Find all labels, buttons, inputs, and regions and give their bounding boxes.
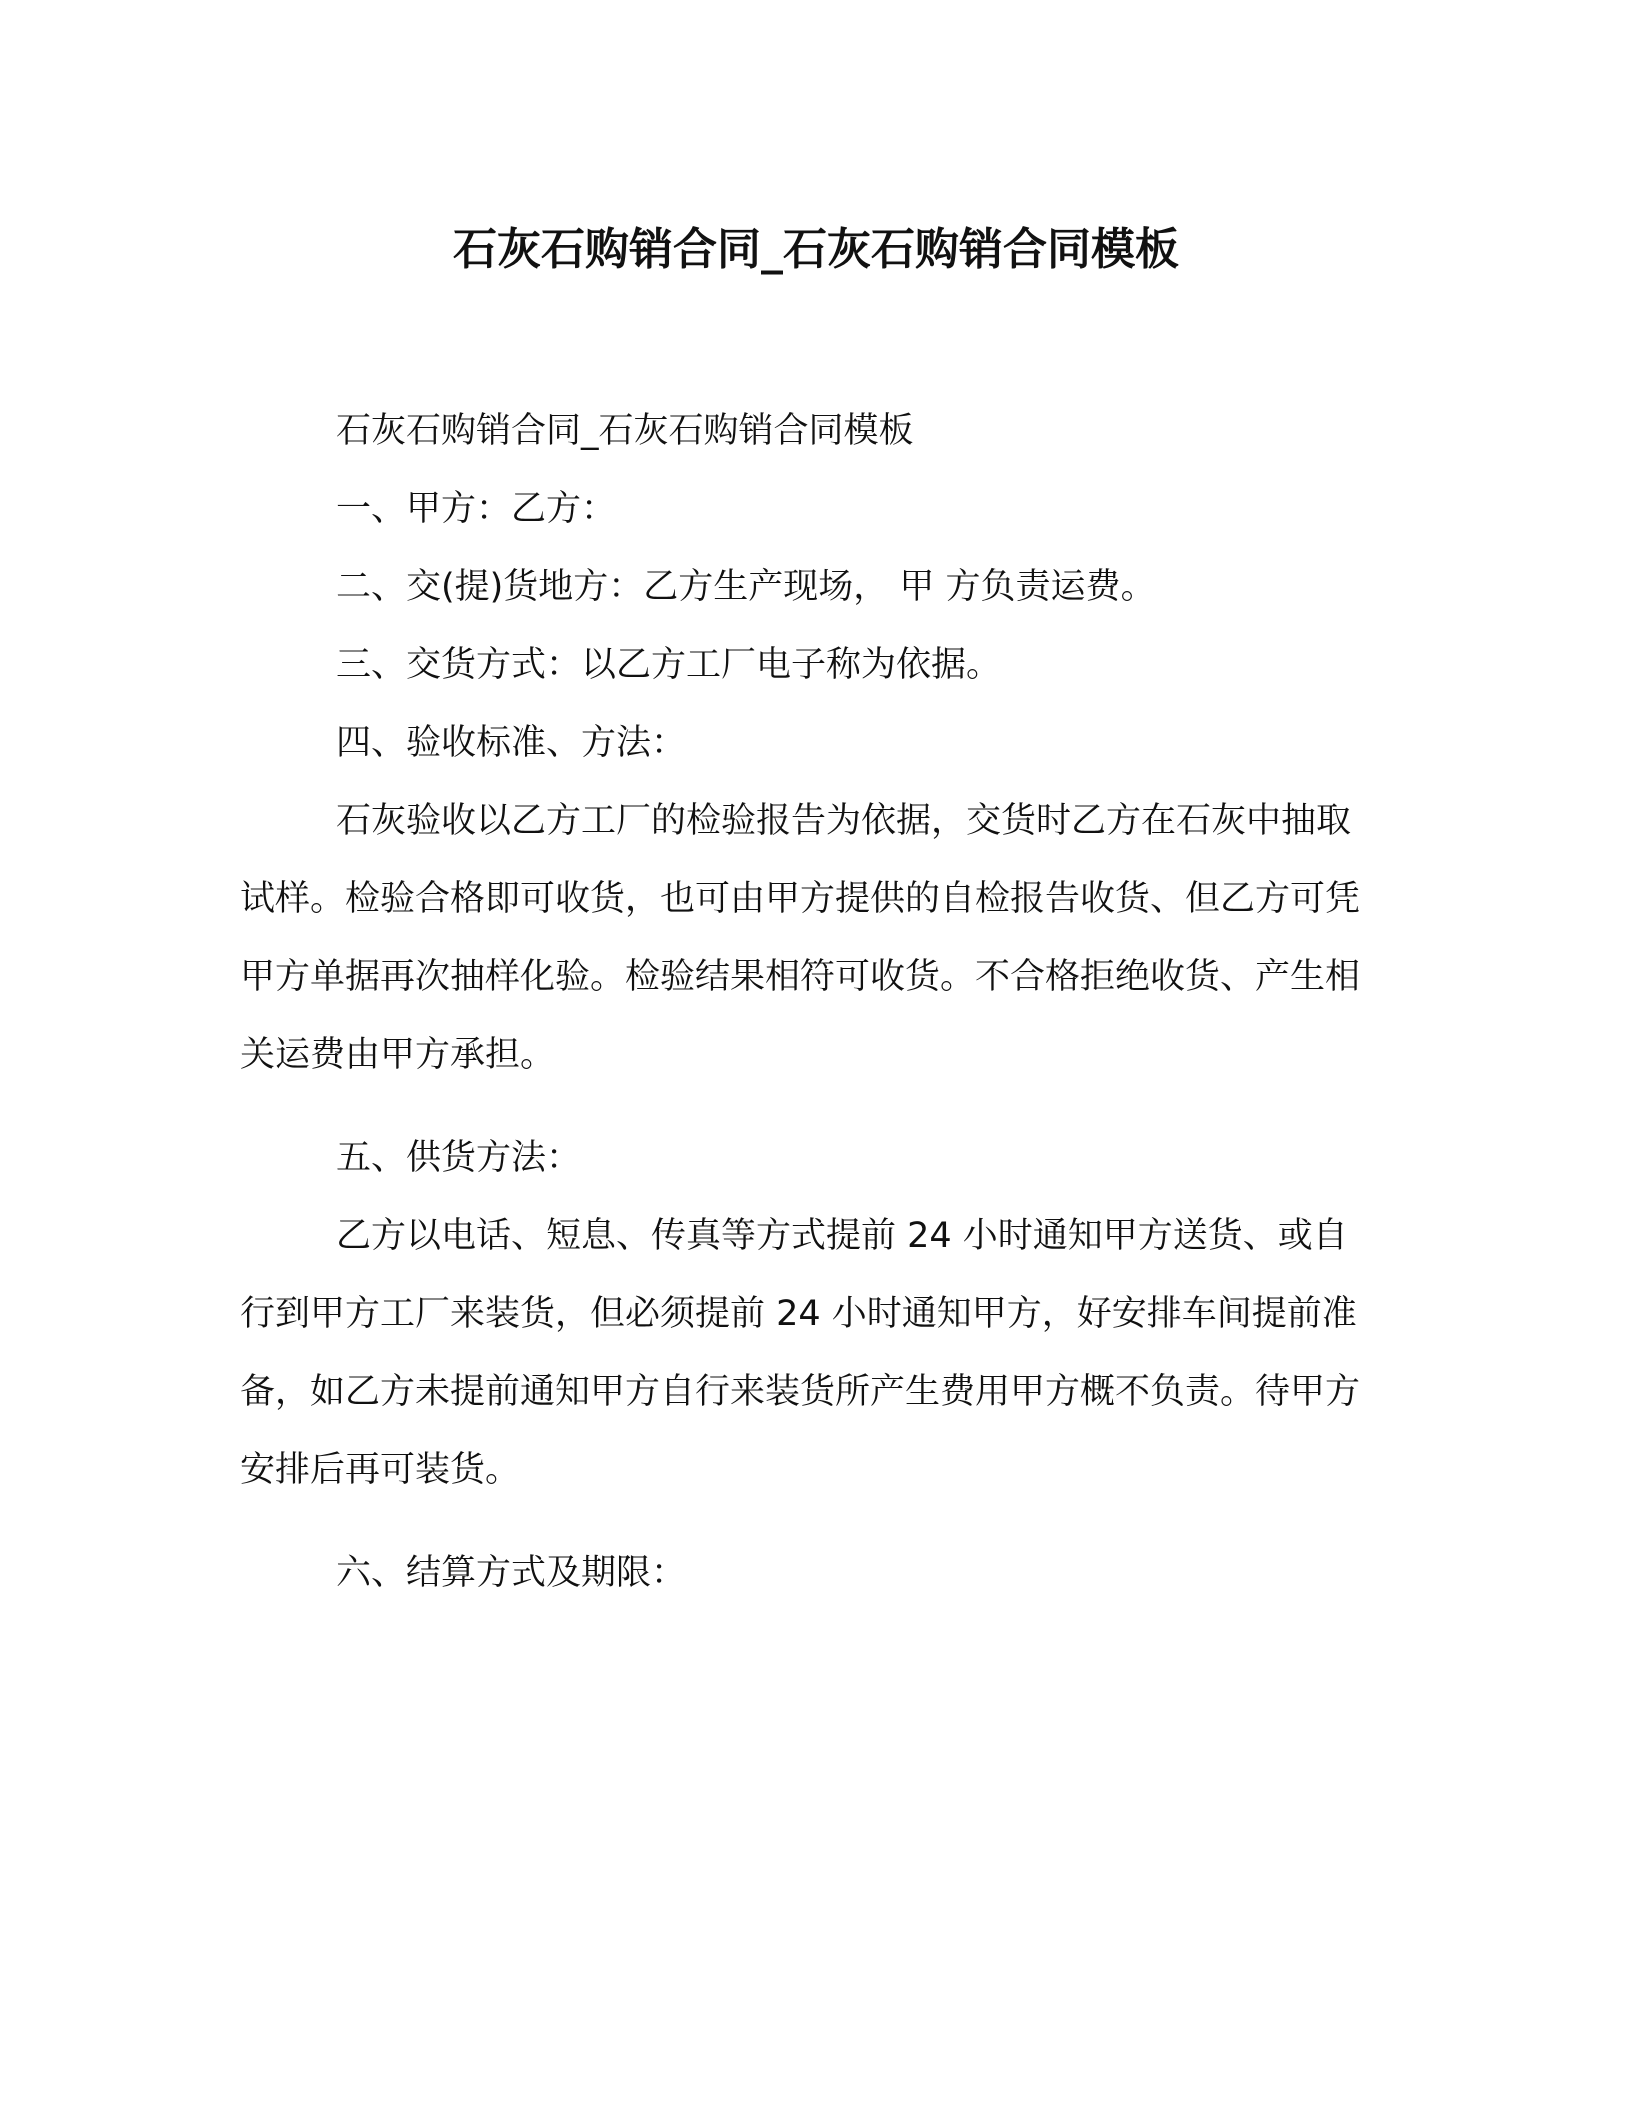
document-body — [240, 392, 1375, 1612]
paragraph-clause-3: 三、交货方式：以乙方工厂电子称为依据。 — [336, 645, 1002, 685]
paragraph-clause-4: 四、验收标准、方法： — [336, 723, 687, 763]
paragraph-clause-2: 二、交(提)货地方：乙方生产现场， 甲 方负责运费。 — [336, 567, 1156, 607]
paragraph-supply-body: 乙方以电话、短息、传真等方式提前 24 小时通知甲方送货、或自行到甲方工厂来装货，但必须提前 24 小时通知甲方，好安排车间提前准备，如乙方未提前通知甲方自行来装货所产生费用甲方概不负责。待甲方安排后再可装货。 — [240, 1216, 1361, 1490]
paragraph-clause-6: 六、结算方式及期限： — [336, 1553, 687, 1593]
paragraph-clause-1: 一、甲方：乙方： — [336, 489, 617, 529]
document-title: 石灰石购销合同_石灰石购销合同模板 — [453, 224, 1179, 275]
paragraph-subtitle: 石灰石购销合同_石灰石购销合同模板 — [336, 411, 914, 451]
paragraph-inspection-body: 石灰验收以乙方工厂的检验报告为依据，交货时乙方在石灰中抽取试样。检验合格即可收货，也可由甲方提供的自检报告收货、但乙方可凭甲方单据再次抽样化验。检验结果相符可收货。不合格拒绝收货、产生相关运费由甲方承担。 — [240, 801, 1361, 1075]
paragraph-clause-5: 五、供货方法： — [336, 1138, 582, 1178]
